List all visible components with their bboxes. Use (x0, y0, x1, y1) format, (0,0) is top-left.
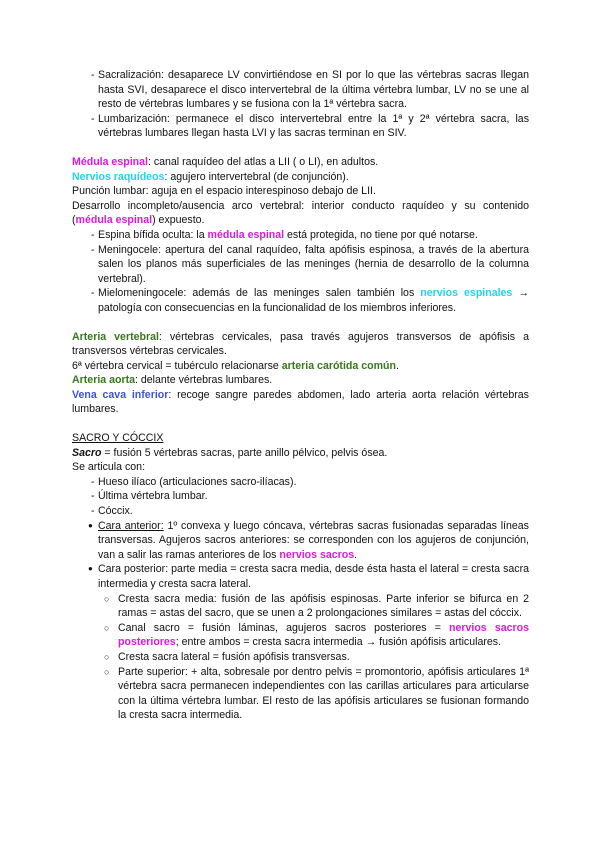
list-item: - Sacralización: desaparece LV convirtiéndose en SI por lo que las vértebras sacras llegan hasta SVI, desaparece el disco intervertebral de la última vértebra lumbar, LV no se une al resto de vértebras lumbares y se fusiona con la 1ª vértebra sacra. (72, 68, 529, 112)
articula-paragraph: Se articula con: (72, 461, 146, 474)
cara-anterior-text: 1º convexa y luego cóncava, vértebras sacras fusionadas separadas líneas transversas. Agujeros sacros anteriores: se corresponden con los agujeros de conjunción, van a salir las ramas anteriores de los (98, 519, 529, 561)
sexta-end: . (395, 359, 399, 372)
list-item: - Meningocele: apertura del canal raquídeo, falta apófisis espinosa, a través de la abertura salen los planos más superficiales de las meninges (hernia de desarrollo de la columna vertebral). (72, 243, 529, 287)
cara-anterior-end: . (354, 548, 358, 561)
list-item: - Cóccix. (72, 504, 529, 519)
nervios-sacros-term: nervios sacros (279, 548, 355, 561)
puncion-paragraph: Punción lumbar: aguja en el espacio interespinoso debajo de LII. (72, 185, 376, 198)
spinal-defects-list (72, 228, 529, 316)
nervios-sacros-posteriores-term: nervios sacros posteriores (118, 621, 529, 649)
sacro-term: Sacro (72, 446, 102, 459)
vena-cava-text: : recoge sangre paredes abdomen, lado arteria aorta relación vértebras lumbares. (72, 388, 529, 416)
sexta-text: 6ª vértebra cervical = tubérculo relacionarse (72, 359, 282, 372)
aorta-paragraph (72, 373, 529, 388)
vena-cava-term: Vena cava inferior (72, 388, 169, 401)
canal-end: ; entre ambos = cresta sacra intermedia → fusión apófisis articulares. (175, 636, 502, 649)
sacro-def-text: = fusión 5 vértebras sacras, parte anillo pélvico, pelvis ósea. (101, 446, 388, 459)
sacro-definition (72, 446, 529, 461)
posterior-sublist (72, 592, 529, 723)
medula-text: : canal raquídeo del atlas a LII ( o LI), en adultos. (147, 155, 379, 168)
list-item: - Lumbarización: permanece el disco intervertebral entre la 1ª y 2ª vértebra sacra, las vértebras lumbares llegan hasta LVI y las sacras terminan en SIV. (72, 112, 529, 141)
mielo-term: nervios espinales (420, 287, 513, 300)
aorta-term: Arteria aorta (72, 374, 135, 387)
espina-end: está protegida, no tiene por qué notarse. (284, 228, 478, 241)
nervios-paragraph (72, 170, 529, 185)
nervios-term: Nervios raquídeos (72, 170, 165, 183)
espina-term: médula espinal (207, 228, 285, 241)
section-heading: SACRO Y CÓCCIX (72, 432, 164, 445)
desarrollo-term: médula espinal (75, 214, 153, 227)
list-item (72, 286, 529, 315)
carotida-term: arteria carótida común (281, 359, 396, 372)
desarrollo-text: Desarrollo incompleto/ausencia arco vertebral: interior conducto raquídeo y su contenido ( (72, 199, 529, 227)
list-item (72, 519, 529, 563)
articula-list (72, 475, 529, 519)
desarrollo-paragraph (72, 199, 529, 228)
list-item (72, 562, 529, 723)
list-item: - Última vértebra lumbar. (72, 489, 529, 504)
vertebral-variants-list (72, 68, 529, 141)
list-item: - Hueso ilíaco (articulaciones sacro-ilíacas). (72, 475, 529, 490)
cara-posterior-text: Cara posterior: parte media = cresta sacra media, desde ésta hasta el lateral = cresta sacra intermedia y cresta sacra lateral. (98, 563, 529, 590)
mielo-text: Mielomeningocele: además de las meninges salen también los (98, 287, 421, 300)
list-item: ○ Cresta sacra lateral = fusión apófisis transversas. (72, 650, 529, 665)
aorta-text: : delante vértebras lumbares. (135, 374, 273, 387)
espina-text: Espina bífida oculta: la (98, 228, 208, 241)
mielo-end: → patología con consecuencias en la funcionalidad de los miembros inferiores. (98, 287, 529, 314)
medula-term: Médula espinal (72, 155, 148, 168)
sexta-vertebra-paragraph (72, 359, 529, 374)
document-page (72, 68, 529, 723)
nervios-text: : agujero intervertebral (de conjunción). (164, 170, 349, 183)
medula-paragraph (72, 155, 529, 170)
list-item: ○ Cresta sacra media: fusión de las apófisis espinosas. Parte inferior se bifurca en 2 ramas = astas del sacro, que se unen a 2 prolongaciones similares = astas del cóccix. (72, 592, 529, 621)
canal-text: Canal sacro = fusión láminas, agujeros sacros posteriores = (118, 621, 450, 634)
faces-list (72, 519, 529, 723)
list-item (72, 228, 529, 243)
list-item (72, 621, 529, 650)
arteria-vertebral-term: Arteria vertebral (72, 330, 159, 343)
arteria-vertebral-paragraph (72, 330, 529, 359)
vena-cava-paragraph (72, 388, 529, 417)
cara-anterior-label: Cara anterior: (98, 519, 164, 532)
list-item: ○ Parte superior: + alta, sobresale por dentro pelvis = promontorio, apófisis articulares 1ª vértebra sacra permanecen independientes con las carillas articulares para articularse con la última vértebra lumbar. El resto de las apófisis articulares se fusionan formando la cresta sacra intermedia. (72, 665, 529, 723)
arteria-vertebral-text: : vértebras cervicales, pasa través agujeros transversos de apófisis a transversos vértebras cervicales. (72, 330, 529, 358)
desarrollo-end: ) expuesto. (152, 214, 205, 227)
